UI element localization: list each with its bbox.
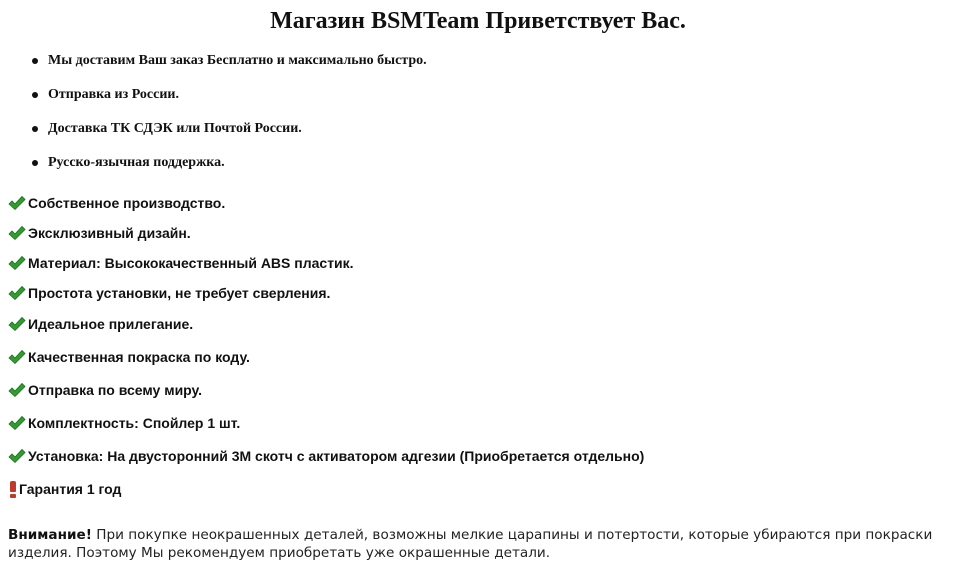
feature-text: Комплектность: Спойлер 1 шт.	[28, 415, 241, 431]
list-item	[48, 146, 427, 180]
feature-text: Гарантия 1 год	[19, 481, 122, 497]
bullet-dot	[32, 92, 38, 98]
feature-item	[8, 408, 240, 438]
feature-item	[8, 188, 225, 218]
exclamation-icon	[10, 481, 16, 497]
check-icon	[8, 255, 26, 271]
bullet-dot	[32, 58, 38, 64]
check-icon	[8, 285, 26, 301]
list-item-text: Русско-язычная поддержка.	[48, 155, 225, 170]
feature-item	[8, 309, 193, 339]
check-icon	[8, 382, 26, 398]
feature-item	[8, 441, 644, 471]
check-icon	[8, 225, 26, 241]
feature-item	[8, 375, 202, 405]
feature-item	[8, 278, 330, 308]
list-item-text: Мы доставим Ваш заказ Бесплатно и максимально быстро.	[48, 53, 427, 68]
feature-item	[8, 218, 191, 248]
list-item	[48, 112, 427, 146]
page-title: Магазин BSMTeam Приветствует Вас.	[270, 8, 686, 34]
notice-label: Внимание!	[8, 527, 92, 543]
feature-text: Качественная покраска по коду.	[28, 349, 250, 365]
list-item	[48, 44, 427, 78]
check-icon	[8, 316, 26, 332]
feature-item	[8, 474, 121, 504]
check-icon	[8, 195, 26, 211]
list-item-text: Доставка ТК СДЭК или Почтой России.	[48, 121, 302, 136]
feature-text: Идеальное прилегание.	[28, 316, 194, 332]
list-item-text: Отправка из России.	[48, 87, 179, 102]
notice-text: При покупке неокрашенных деталей, возможны мелкие царапины и потертости, которые убираются при покраски изделия. Поэтому Мы рекомендуем приобретать уже окрашенные детали.	[8, 527, 933, 561]
check-icon	[8, 415, 26, 431]
feature-item	[8, 342, 250, 372]
bullet-dot	[32, 160, 38, 166]
feature-text: Простота установки, не требует сверления.	[28, 285, 331, 301]
feature-text: Установка: На двусторонний 3М скотч с активатором адгезии (Приобретается отдельно)	[28, 448, 645, 464]
check-icon	[8, 349, 26, 365]
feature-text: Материал: Высококачественный ABS пластик.	[28, 255, 354, 271]
feature-text: Эксклюзивный дизайн.	[28, 225, 191, 241]
notice-paragraph	[8, 526, 953, 562]
feature-text: Собственное производство.	[28, 195, 226, 211]
list-item	[48, 78, 427, 112]
feature-text: Отправка по всему миру.	[28, 382, 202, 398]
check-icon	[8, 448, 26, 464]
bullet-dot	[32, 126, 38, 132]
feature-item	[8, 248, 354, 278]
delivery-info-list	[48, 44, 427, 180]
